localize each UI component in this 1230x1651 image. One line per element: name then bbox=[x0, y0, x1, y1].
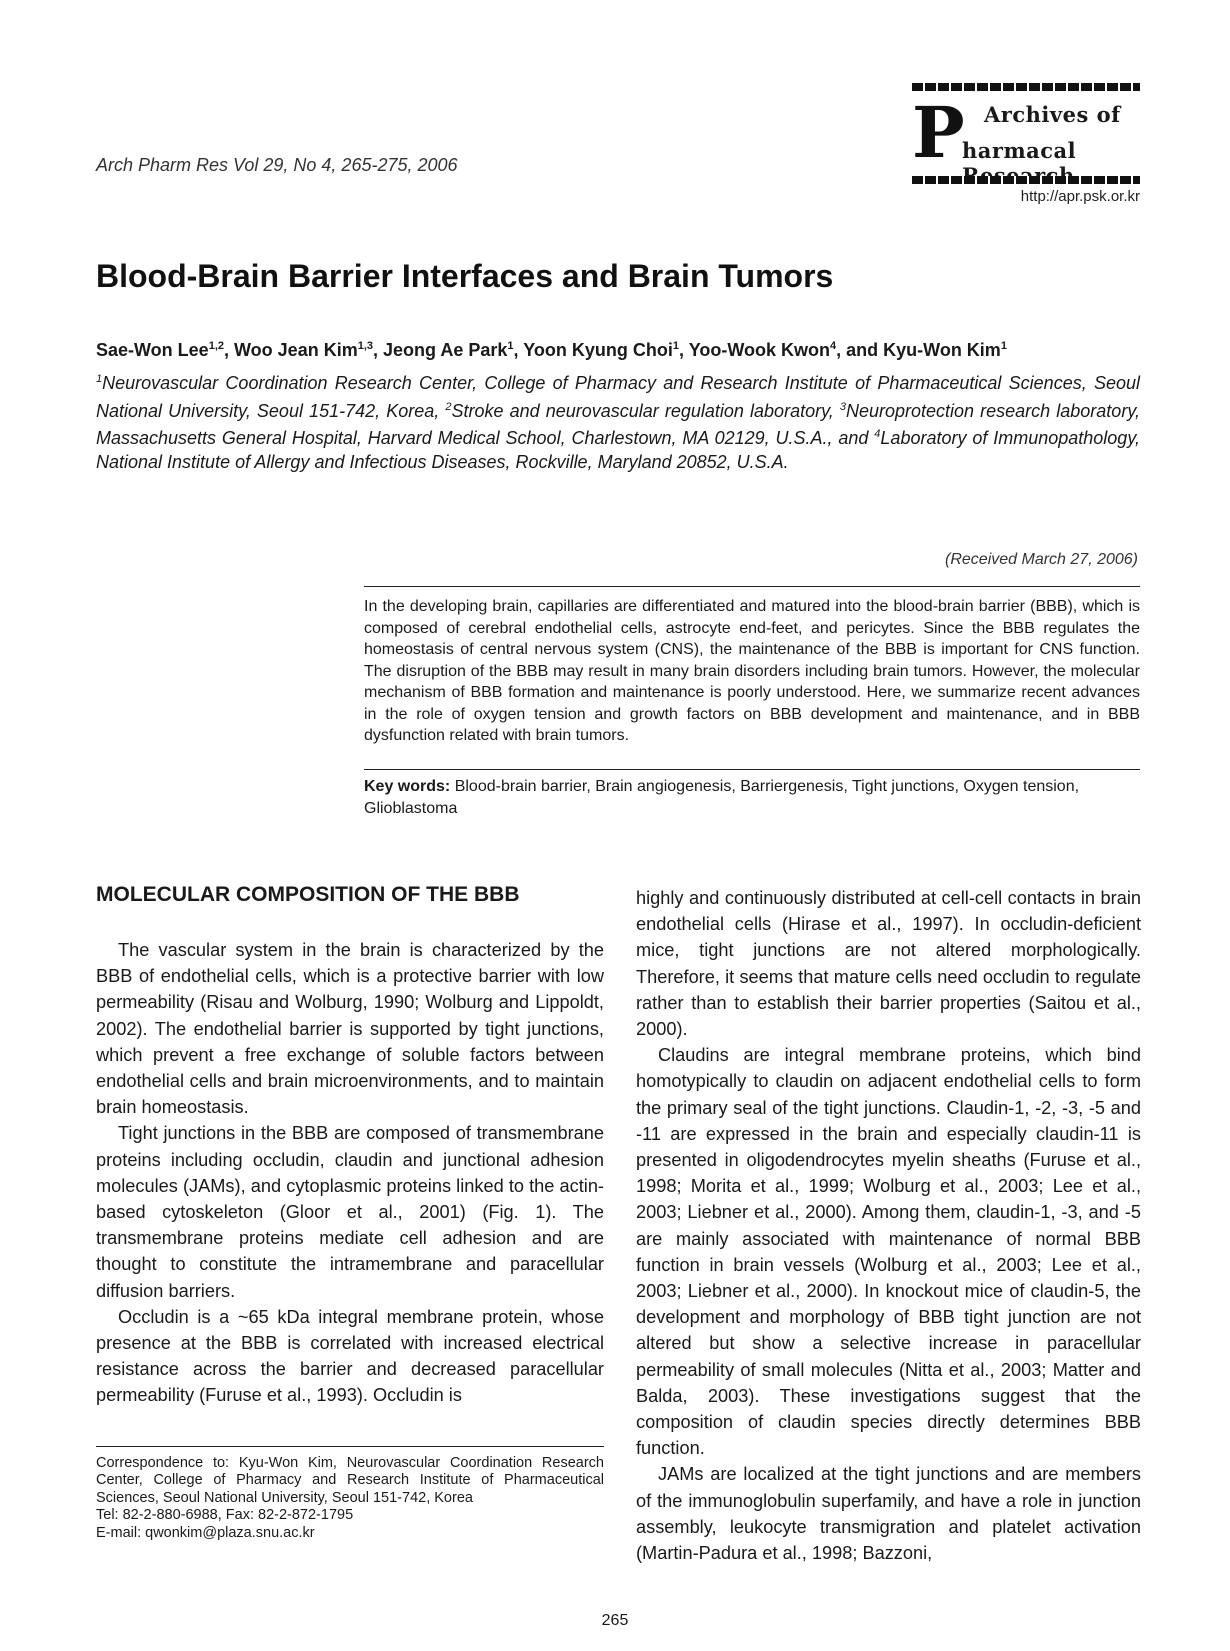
author: Jeong Ae Park$^1$, bbox=[383, 340, 524, 360]
keywords-label: Key words: bbox=[364, 778, 451, 795]
journal-url[interactable]: http://apr.psk.or.kr bbox=[1020, 188, 1140, 205]
author-list bbox=[96, 340, 1007, 361]
author: Yoon Kyung Choi$^1$, bbox=[523, 340, 689, 360]
keywords bbox=[364, 776, 1140, 819]
received-date: (Received March 27, 2006) bbox=[945, 551, 1138, 568]
logo-initial: P bbox=[912, 91, 965, 174]
body-column-left bbox=[96, 937, 604, 1409]
paragraph: highly and continuously distributed at cell-cell contacts in brain endothelial cells (Hirase et al., 1997). In occludin-deficient mice, tight junctions are not altered morphologically. Therefore, it seems that mature cells need occludin to regulate rather than to establish their barrier properties (Saitou et al., 2000). bbox=[636, 888, 1141, 1040]
paragraph: The vascular system in the brain is characterized by the BBB of endothelial cells, which is a protective barrier with low permeability (Risau and Wolburg, 1990; Wolburg and Lippoldt, 2002). The endothelial barrier is supported by tight junctions, which prevent a free exchange of soluble factors between endothelial cells and brain microenvironments, and to maintain brain homeostasis. bbox=[96, 940, 604, 1118]
paper-title: Blood-Brain Barrier Interfaces and Brain Tumors bbox=[96, 258, 834, 294]
author: Yoo-Wook Kwon$^4$, and bbox=[688, 340, 884, 360]
correspondence-address: Correspondence to: Kyu-Won Kim, Neurovascular Coordination Research Center, College of Pharmacy and Research Institute of Pharmaceutical Sciences, Seoul National University, Seoul 151-742, Korea bbox=[96, 1455, 604, 1506]
paragraph: JAMs are localized at the tight junctions and are members of the immunoglobulin superfamily, and have a role in junction assembly, leukocyte transmigration and platelet activation (Martin-Padura et al., 1998; Bazzoni, bbox=[636, 1464, 1141, 1564]
paragraph: Claudins are integral membrane proteins, which bind homotypically to claudin on adjacent endothelial cells to form the primary seal of the tight junctions. Claudin-1, -2, -3, -5 and -11 are expressed in the brain and especially claudin-11 is presented in oligodendrocytes myelin sheaths (Furuse et al., 1998; Morita et al., 1999; Wolburg et al., 2003; Lee et al., 2003; Liebner et al., 2000). Among them, claudin-1, -3, and -5 are mainly associated with maintenance of normal BBB function in brain vessels (Wolburg et al., 2003; Lee et al., 2003; Liebner et al., 2000). In knockout mice of claudin-5, the development and morphology of BBB tight junction are not altered but show a selective increase in paracellular permeability of small molecules (Nitta et al., 2003; Matter and Balda, 2003). These investigations suggest that the composition of claudin species directly determines BBB function. bbox=[636, 1045, 1141, 1459]
abstract: In the developing brain, capillaries are differentiated and matured into the blood-brain barrier (BBB), which is composed of cerebral endothelial cells, astrocyte end-feet, and pericytes. Since the BBB regulates the homeostasis of central nervous system (CNS), the maintenance of the BBB is important for CNS function. The disruption of the BBB may result in many brain disorders including brain tumors. However, the molecular mechanism of BBB formation and maintenance is poorly understood. Here, we summarize recent advances in the role of oxygen tension and growth factors on BBB development and maintenance, and in BBB dysfunction related with brain tumors. bbox=[364, 598, 1140, 744]
author: Kyu-Won Kim$^1$ bbox=[883, 340, 1007, 360]
body-column-right bbox=[636, 885, 1141, 1566]
author: Sae-Won Lee$^{1,2}$, bbox=[96, 340, 235, 360]
journal-citation: Arch Pharm Res Vol 29, No 4, 265-275, 2006 bbox=[96, 155, 458, 175]
correspondence-phone: Tel: 82-2-880-6988, Fax: 82-2-872-1795 bbox=[96, 1507, 354, 1524]
journal-logo bbox=[912, 78, 1140, 188]
logo-line-1: Archives of bbox=[984, 102, 1121, 127]
paragraph: Tight junctions in the BBB are composed of transmembrane proteins including occludin, claudin and junctional adhesion molecules (JAMs), and cytoplasmic proteins linked to the actin-based cytoskeleton (Gloor et al., 2001) (Fig. 1). The transmembrane proteins mediate cell adhesion and are thought to constitute the intramembrane and paracellular diffusion barriers. bbox=[96, 1123, 604, 1301]
abstract-bottom-rule bbox=[364, 769, 1140, 770]
correspondence-footnote bbox=[96, 1455, 604, 1542]
page-number: 265 bbox=[601, 1612, 629, 1629]
logo-bottom-bar bbox=[912, 176, 1140, 184]
footnote-rule bbox=[96, 1446, 604, 1447]
abstract-top-rule bbox=[364, 586, 1140, 587]
section-heading: MOLECULAR COMPOSITION OF THE BBB bbox=[96, 883, 520, 906]
correspondence-email: E-mail: qwonkim@plaza.snu.ac.kr bbox=[96, 1524, 315, 1541]
logo-line-2: harmacal bbox=[962, 138, 1077, 163]
keywords-text: Blood-brain barrier, Brain angiogenesis, Barriergenesis, Tight junctions, Oxygen tension, Glioblastoma bbox=[364, 778, 1080, 817]
paragraph: Occludin is a ~65 kDa integral membrane protein, whose presence at the BBB is correlated with increased electrical resistance across the barrier and decreased paracellular permeability (Furuse et al., 1993). Occludin is bbox=[96, 1306, 604, 1406]
author: Woo Jean Kim$^{1,3}$, bbox=[234, 340, 384, 360]
logo-top-bar bbox=[912, 83, 1140, 91]
affiliations: $^1$Neurovascular Coordination Research Center, College of Pharmacy and Research Institute of Pharmaceutical Sciences, Seoul National University, Seoul 151-742, Korea, $^2$Stroke and neurovascular regulation laboratory, $^3$Neuroprotection research laboratory, Massachusetts General Hospital, Harvard Medical School, Charlestown, MA 02129, U.S.A., and $^4$Laboratory of Immunopathology, National Institute of Allergy and Infectious Diseases, Rockville, Maryland 20852, U.S.A. bbox=[96, 373, 1140, 472]
